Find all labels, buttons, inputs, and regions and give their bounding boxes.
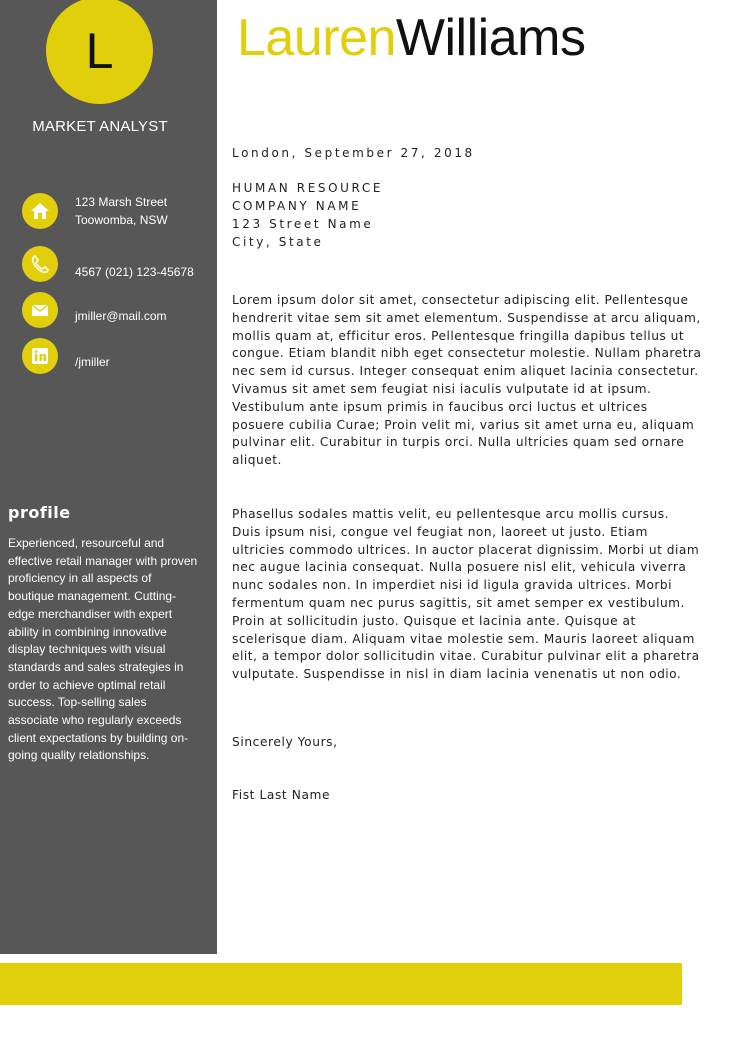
- job-title: MARKET ANALYST: [32, 118, 168, 135]
- linkedin-handle[interactable]: /jmiller: [75, 355, 110, 369]
- letter-paragraph-1: Lorem ipsum dolor sit amet, consectetur adipiscing elit. Pellentesque hendrerit vitae sem sit amet elementum. Suspendisse at arcu aliquam, mollis quam at, efficitur eros. Pellentesque fringilla dapibus tellus ut congue. Etiam blandit nibh eget consectetur molestie. Nullam pharetra nec sem id cursus. Integer consequat enim aliquet lacinia consectetur. Vivamus sit amet sem feugiat nisi iaculis vulputate id at ipsum. Vestibulum ante ipsum primis in faucibus orci luctus et ultrices posuere cubilia Curae; Proin velit mi, varius sit amet urna eu, aliquam pulvinar elit. Curabitur in turpis orci. Nulla ultricies quam sed ornare aliquet.: [232, 293, 702, 468]
- letter-date: London, September 27, 2018: [232, 146, 475, 160]
- recipient-line: 123 Street Name: [232, 217, 374, 231]
- email-address[interactable]: jmiller@mail.com: [75, 309, 167, 323]
- letter-closing: Sincerely Yours,: [232, 735, 338, 749]
- recipient-line: HUMAN RESOURCE: [232, 181, 384, 195]
- contact-address: [22, 193, 168, 229]
- letter-paragraph-2: Phasellus sodales mattis velit, eu pellentesque arcu mollis cursus. Duis ipsum nisi, congue vel feugiat non, laoreet ut justo. Etiam ultricies commodo ultrices. In auctor placerat dignissim. Morbi ut diam nec augue lacinia consequat. Nulla posuere nisl elit, vehicula viverra nunc sodales non. In imperdiet nisi id ligula gravida ultrices. Morbi fermentum quam nec purus sagittis, sit amet semper ex vestibulum. Proin at sollicitudin justo. Quisque et lacinia ante. Quisque at scelerisque diam. Aliquam vitae molestie sem. Mauris laoreet aliquam elit, a tempor dolor sollicitudin vitae. Curabitur pulvinar elit a pharetra vulputate. Suspendisse in nisl in diam lacinia venenatis ut non odio.: [232, 507, 700, 682]
- address-line2: Toowomba, NSW: [75, 213, 168, 227]
- last-name: Williams: [395, 9, 586, 67]
- letter-signature: Fist Last Name: [232, 788, 331, 802]
- recipient-block: [232, 179, 702, 251]
- profile-heading: profile: [8, 503, 71, 522]
- linkedin-icon: [22, 338, 58, 374]
- recipient-line: COMPANY NAME: [232, 199, 362, 213]
- contact-linkedin: [22, 338, 110, 374]
- first-name: Lauren: [237, 9, 396, 67]
- home-icon: [22, 193, 58, 229]
- full-name: [237, 6, 585, 70]
- mail-icon: [22, 292, 58, 328]
- address-line1: 123 Marsh Street: [75, 195, 168, 209]
- phone-icon: [22, 246, 58, 282]
- contact-phone: [22, 246, 194, 282]
- phone-number[interactable]: 4567 (021) 123-45678: [75, 265, 194, 279]
- sidebar: [0, 0, 217, 954]
- initial-avatar: [46, 0, 153, 104]
- contact-email: [22, 292, 167, 328]
- profile-text: Experienced, resourceful and effective retail manager with proven proficiency in all aspects of boutique management. Cutting-edge merchandiser with expert ability in combining innovative display techniques with visual standards and sales strategies in order to achieve optimal retail success. Top-selling sales associate who regularly exceeds client expectations by building on-going quality relationships.: [8, 536, 198, 763]
- initial-letter: L: [85, 22, 114, 79]
- recipient-line: City, State: [232, 235, 324, 249]
- footer-accent-bar: [0, 963, 682, 1005]
